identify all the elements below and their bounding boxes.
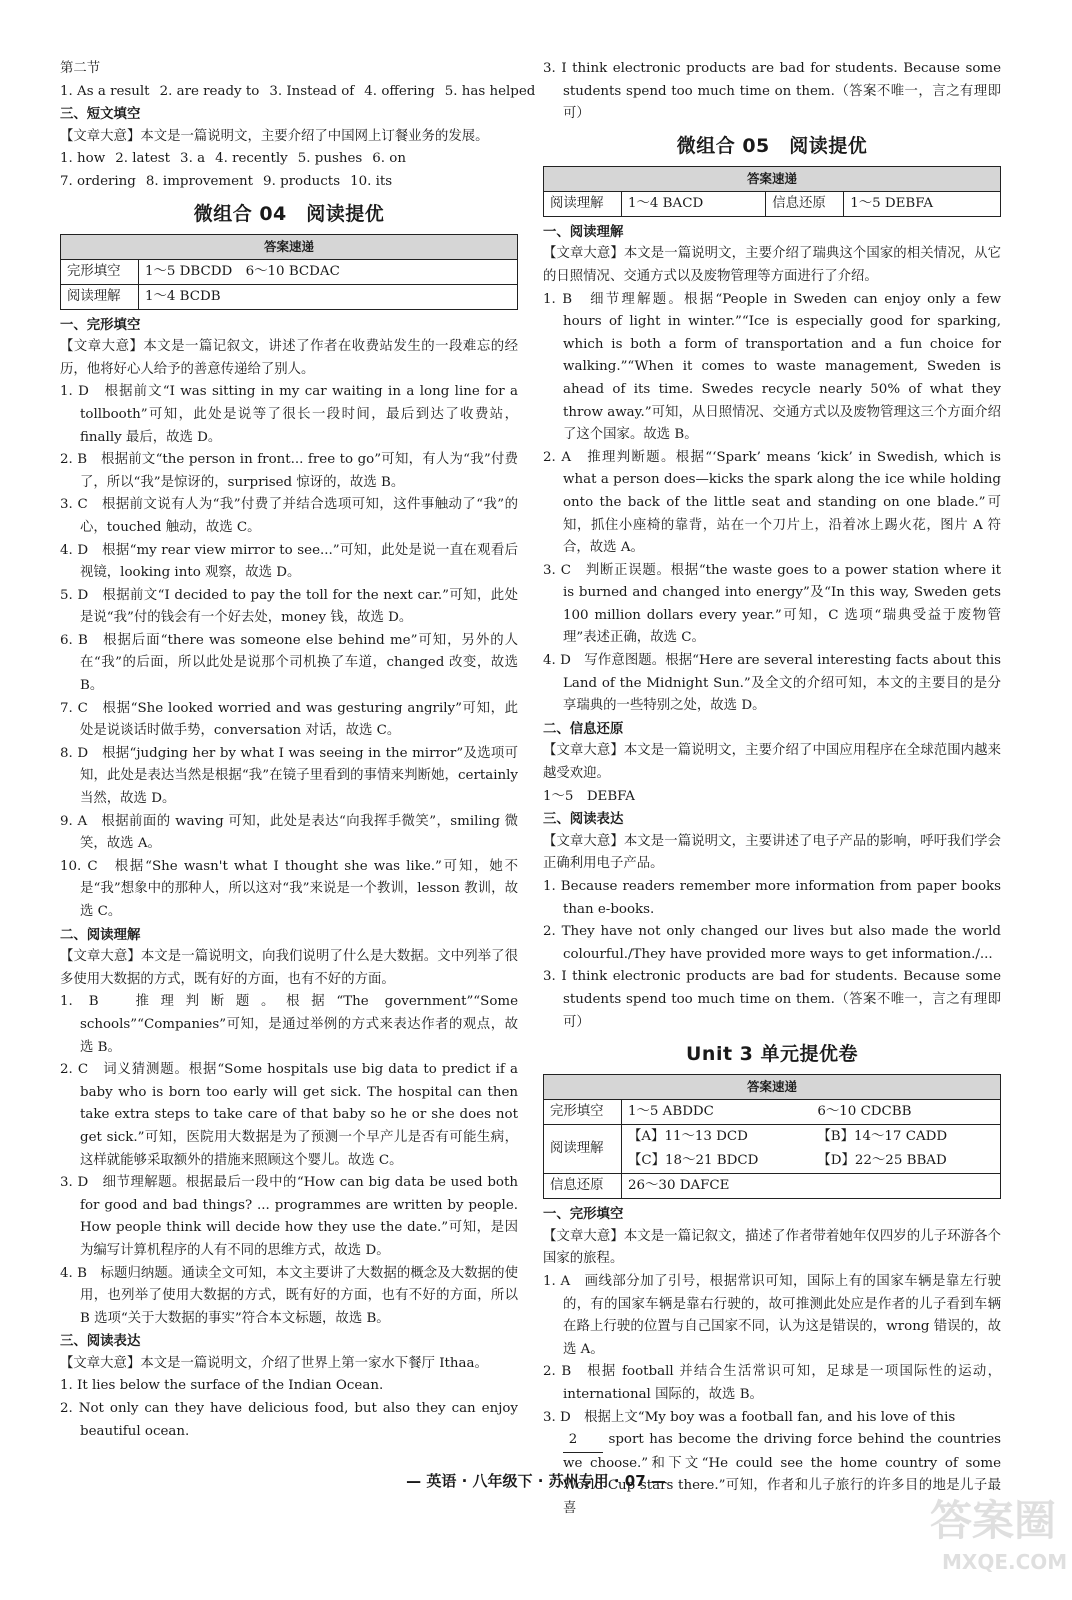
answer-row (60, 171, 518, 194)
answer-table (543, 166, 1001, 217)
section-heading: 三、阅读表达 (543, 811, 624, 828)
answer-item: 7. ordering (60, 173, 136, 189)
table-value: 6～10 CDCBB (811, 1100, 1000, 1125)
explanation: 9. A 根据前面的 waving 可知，此处是表达“向我挥手微笑”，smiling 微笑，故选 A。 (60, 813, 518, 852)
explanation: 10. C 根据“She wasn't what I thought she was like.”可知，她不是“我”想象中的那种人，所以这对“我”来说是一个教训，lesson 教训，故选 C。 (60, 858, 518, 919)
explanation: 2. A 推理判断题。根据“‘Spark’ means ‘kick’ in Swedish, which is what a person does—kicks the spark along the ice while holding onto the back of the little seat and standing on one blade.”可知，抓住小座椅的靠背，站在一个刀片上，沿着冰上踢火花，图片 A 符合，故选 A。 (543, 449, 1001, 556)
section-label: 第二节 (60, 61, 101, 76)
blank-number: 2 (563, 1429, 603, 1453)
table-label: 完形填空 (61, 259, 139, 284)
explanation: 1. B 细节理解题。根据“People in Sweden can enjoy only a few hours of light in winter.”“Ice is especially good for sparking, which is both a form of transportation and a fun choice for walking.”“When it comes to waste management, Sweden is ahead of its time. Swedes recycle nearly 50% of what they throw away.”可知，从日照情况、交通方式以及废物管理这三个方面介绍了这个国家。故选 B。 (543, 291, 1001, 443)
explanation: 1. B 推理判断题。根据“The government”“Some schools”“Companies”可知，是通过举例的方式来表达作者的观点，故选 B。 (60, 994, 518, 1055)
section-heading: 一、阅读理解 (543, 223, 624, 240)
summary: 【文章大意】本文是一篇说明文，主要介绍了瑞典这个国家的相关情况，从它的日照情况、交通方式以及废物管理等方面进行了介绍。 (543, 246, 1001, 284)
section-heading: 二、阅读理解 (60, 926, 141, 943)
answer-line: 3. I think electronic products are bad for students. Because some students spend too much time on them.（答案不唯一，言之有理即可） (543, 61, 1001, 122)
explanation: 6. B 根据后面“there was someone else behind me”可知，另外的人在“我”的后面，所以此处是说那个司机换了车道，changed 改变，故选 B。 (60, 632, 518, 694)
table-value: 【D】22～25 BBAD (811, 1149, 1000, 1174)
page-footer: — 英语 · 八年级下 · 苏州专用 · 07 — (406, 1472, 666, 1490)
answer-item: 2. are ready to (159, 83, 260, 99)
answer-line: 2. They have not only changed our lives but also made the world colourful./They have provided more ways to get information./... (543, 924, 1001, 962)
explanation: 1. A 画线部分加了引号，根据常识可知，国际上有的国家车辆是靠左行驶的，有的国家车辆是靠右行驶的，故可推测此处应是作者的儿子看到车辆在路上行驶的位置与自己国家不同，认为这是错误的，wrong 错误的，故选 A。 (543, 1273, 1001, 1357)
table-header: 答案速递 (544, 1075, 1001, 1100)
answer-item: 1. As a result (60, 83, 150, 99)
unit-title: Unit 3 单元提优卷 (686, 1043, 858, 1066)
answer-item: 1. how (60, 151, 106, 167)
answer-item: 3. Instead of (269, 83, 355, 99)
explanation-part: 3. D 根据上文“My boy was a football fan, and his love of this (543, 1409, 956, 1425)
answer-item: 9. products (263, 173, 341, 189)
table-value: 1～4 BACD (622, 191, 766, 216)
answer-item: 4. offering (364, 83, 435, 99)
answer-line: 1. It lies below the surface of the Indian Ocean. (60, 1378, 384, 1394)
summary: 【文章大意】本文是一篇说明文，介绍了世界上第一家水下餐厅 Ithaa。 (60, 1355, 488, 1371)
right-column (543, 58, 1001, 1520)
table-value: 1～4 BCDB (139, 284, 518, 309)
table-value: 1～5 ABDDC (622, 1100, 812, 1125)
table-label: 信息还原 (544, 1174, 622, 1199)
table-value: 【C】18～21 BDCD (622, 1149, 812, 1174)
explanation: 4. D 写作意图题。根据“Here are several interesting facts about this Land of the Midnight Sun.”及全文的介绍可知，本文的主要目的是分享瑞典的一些特别之处，故选 D。 (543, 653, 1001, 714)
watermark-url: MXQE.COM (942, 1550, 1068, 1574)
watermark-logo (920, 1478, 1068, 1588)
answer-item: 10. its (350, 173, 393, 189)
explanation: 1. D 根据前文“I was sitting in my car waiting in a long line for a tollbooth”可知，此处是说等了很长一段时间，最后到达了收费站，finally 最后，故选 D。 (60, 384, 518, 445)
summary: 【文章大意】本文是一篇记叙文，讲述了作者在收费站发生的一段难忘的经历，他将好心人给予的善意传递给了别人。 (60, 339, 518, 377)
explanation: 3. C 根据前文说有人为“我”付费了并结合选项可知，这件事触动了“我”的心，touched 触动，故选 C。 (60, 497, 518, 535)
answer-line: 1～5 DEBFA (543, 788, 635, 804)
section-heading: 二、信息还原 (543, 720, 624, 737)
table-value: 26～30 DAFCE (622, 1174, 1001, 1199)
answer-item: 2. latest (115, 151, 171, 167)
answer-item: 3. a (180, 151, 206, 167)
section-heading: 一、完形填空 (60, 316, 141, 333)
section-heading: 三、阅读表达 (60, 1333, 141, 1350)
explanation: 2. B 根据 football 并结合生活常识可知，足球是一项国际性的运动，international 国际的，故选 B。 (543, 1364, 1001, 1402)
left-column (60, 58, 536, 1443)
table-label: 阅读理解 (61, 284, 139, 309)
explanation: 2. C 词义猜测题。根据“Some hospitals use big data to predict if a baby who is born too early will get sick. The hospital can then take extra steps to take care of that baby so he or she does not get sick.”可知，医院用大数据是为了预测一个早产儿是否有可能生病，这样就能够采取额外的措施来照顾这个婴儿。故选 C。 (60, 1062, 518, 1168)
section-title: 微组合 04 阅读提优 (193, 202, 385, 225)
answer-item: 5. has helped (444, 83, 536, 99)
answer-item: 5. pushes (297, 151, 363, 167)
section-heading: 一、完形填空 (543, 1206, 624, 1223)
summary: 【文章大意】本文是一篇说明文，主要介绍了中国应用程序在全球范围内越来越受欢迎。 (543, 743, 1001, 782)
table-value: 【B】14～17 CADD (811, 1125, 1000, 1150)
answer-row (60, 148, 518, 171)
summary: 【文章大意】本文是一篇说明文，主要介绍了中国网上订餐业务的发展。 (60, 128, 489, 144)
answer-line: 3. I think electronic products are bad for students. Because some students spend too much time on them.（答案不唯一，言之有理即可） (543, 969, 1001, 1030)
table-header: 答案速递 (544, 166, 1001, 191)
answer-item: 6. on (372, 151, 406, 167)
answer-item: 8. improvement (145, 173, 254, 189)
answer-line: 1. Because readers remember more information from paper books than e-books. (543, 879, 1001, 917)
section-title: 微组合 05 阅读提优 (676, 134, 868, 157)
table-value: 【A】11～13 DCD (622, 1125, 812, 1150)
section-heading: 三、短文填空 (60, 106, 141, 123)
explanation: 4. D 根据“my rear view mirror to see...”可知，此处是说一直在观看后视镜，looking into 观察，故选 D。 (60, 542, 518, 581)
watermark-text: 答案圈 (930, 1496, 1057, 1545)
answer-table (543, 1074, 1001, 1199)
summary: 【文章大意】本文是一篇说明文，向我们说明了什么是大数据。文中列举了很多使用大数据的方式，既有好的方面，也有不好的方面。 (60, 949, 518, 987)
table-label: 阅读理解 (544, 1125, 622, 1174)
summary: 【文章大意】本文是一篇说明文，主要讲述了电子产品的影响，呼吁我们学会正确利用电子产品。 (543, 833, 1001, 872)
explanation-part: sport has become the driving force behind the countries we choose.”和下文“He could see the home country of some World Cup stars there.”可知，作者和儿子旅行的许多目的地是儿子最喜 (563, 1432, 1001, 1516)
table-label: 完形填空 (544, 1100, 622, 1125)
explanation: 3. C 判断正误题。根据“the waste goes to a power station where it is burned and changed into energy”及“In this way, Sweden gets 100 million dollars every year.”可知，C 选项“瑞典受益于废物管理”表述正确，故选 C。 (543, 562, 1001, 646)
explanation: 3. D 细节理解题。根据最后一段中的“How can big data be used both for good and bad things? ... programmes are written by people. How people think will decide how they use the date.”可知，是因为编写计算机程序的人有不同的思维方式，故选 D。 (60, 1175, 518, 1258)
explanation: 2. B 根据前文“the person in front... free to go”可知，有人为“我”付费了，所以“我”是惊讶的，surprised 惊讶的，故选 B。 (60, 452, 518, 490)
explanation: 7. C 根据“She looked worried and was gesturing angrily”可知，此处是说谈话时做手势，conversation 对话，故选 C。 (60, 700, 518, 739)
answer-table (60, 234, 518, 310)
table-label: 阅读理解 (544, 191, 622, 216)
table-header: 答案速递 (61, 234, 518, 259)
summary: 【文章大意】本文是一篇记叙文，描述了作者带着她年仅四岁的儿子环游各个国家的旅程。 (543, 1228, 1001, 1267)
answer-line: 2. Not only can they have delicious food, but also they can enjoy beautiful ocean. (60, 1401, 518, 1439)
explanation: 5. D 根据前文“I decided to pay the toll for the next car.”可知，此处是说“我”付的钱会有一个好去处，money 钱，故选 D。 (60, 587, 518, 626)
explanation: 8. D 根据“judging her by what I was seeing in the mirror”及选项可知，此处是表达当然是根据“我”在镜子里看到的事情来判断她，certainly 当然，故选 D。 (60, 745, 518, 807)
explanation: 4. B 标题归纳题。通读全文可知，本文主要讲了大数据的概念及大数据的使用，也列举了使用大数据的方式，既有好的方面，也有不好的方面，所以 B 选项“关于大数据的事实”符合本文标题，故选 B。 (60, 1265, 518, 1326)
answer-row (60, 81, 536, 104)
table-value: 1～5 DBCDD 6～10 BCDAC (139, 259, 518, 284)
table-value: 1～5 DEBFA (844, 191, 1001, 216)
answer-item: 4. recently (215, 151, 288, 167)
table-label: 信息还原 (766, 191, 844, 216)
